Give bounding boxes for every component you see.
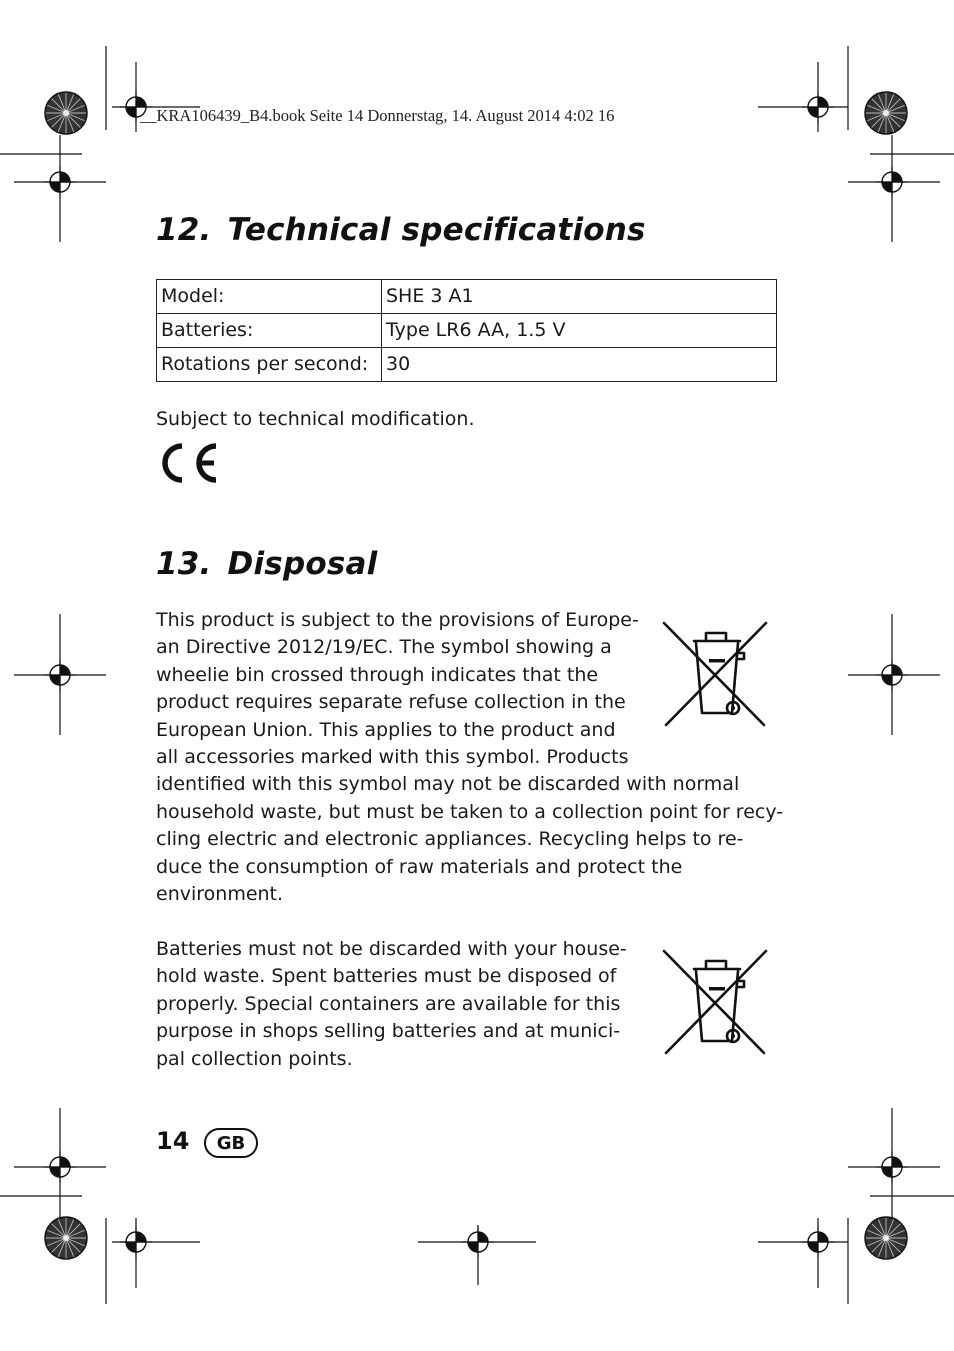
- text-line: purpose in shops selling batteries and at munici-: [156, 1020, 621, 1043]
- ce-mark-icon: [156, 440, 220, 486]
- text-line: identified with this symbol may not be discarded with normal: [156, 773, 740, 796]
- registration-crosshair-icon: [462, 1226, 494, 1258]
- text-line: an Directive 2012/19/EC. The symbol showing a: [156, 636, 612, 659]
- text-line: environment.: [156, 883, 284, 906]
- registration-crosshair-icon: [802, 1226, 834, 1258]
- text-line: household waste, but must be taken to a collection point for recy-: [156, 800, 784, 823]
- text-line: This product is subject to the provisions of Europe-: [156, 609, 639, 631]
- text-line: wheelie bin crossed through indicates that the: [156, 663, 599, 686]
- starburst-target-icon: [865, 92, 907, 134]
- spec-value: 30: [382, 348, 777, 382]
- section-heading-technical-specifications: [156, 212, 646, 248]
- table-row: [157, 280, 777, 314]
- crossed-wheelie-bin-icon: [660, 947, 770, 1057]
- registration-crosshair-icon: [120, 1226, 152, 1258]
- spec-value: Type LR6 AA, 1.5 V: [382, 314, 777, 348]
- country-badge: GB: [204, 1128, 258, 1158]
- text-line: duce the consumption of raw materials and protect the: [156, 855, 683, 878]
- spec-key: Rotations per second:: [157, 348, 382, 382]
- registration-crosshair-icon: [44, 1151, 76, 1183]
- section-title: Technical specifications: [227, 212, 646, 248]
- table-row: [157, 348, 777, 382]
- registration-crosshair-icon: [876, 1151, 908, 1183]
- registration-crosshair-icon: [876, 659, 908, 691]
- registration-crosshair-icon: [44, 659, 76, 691]
- section-number: 13.: [156, 546, 212, 582]
- spec-key: Batteries:: [157, 314, 382, 348]
- text-line: hold waste. Spent batteries must be disposed of: [156, 965, 617, 988]
- specifications-table: [156, 279, 777, 382]
- print-header: __KRA106439_B4.book Seite 14 Donnerstag, 14. August 2014 4:02 16: [140, 106, 615, 125]
- spec-key: Model:: [157, 280, 382, 314]
- modification-note: Subject to technical modification.: [156, 408, 475, 430]
- starburst-target-icon: [45, 1217, 87, 1259]
- text-line: all accessories marked with this symbol. Products: [156, 746, 629, 769]
- text-line: pal collection points.: [156, 1047, 353, 1070]
- spec-value: SHE 3 A1: [382, 280, 777, 314]
- text-line: Batteries must not be discarded with your house-: [156, 938, 627, 960]
- section-heading-disposal: [156, 546, 377, 582]
- registration-crosshair-icon: [802, 91, 834, 123]
- text-line: product requires separate refuse collection in the: [156, 691, 626, 714]
- registration-crosshair-icon: [876, 166, 908, 198]
- starburst-target-icon: [45, 92, 87, 134]
- section-number: 12.: [156, 212, 212, 248]
- registration-crosshair-icon: [44, 166, 76, 198]
- text-line: cling electric and electronic appliances. Recycling helps to re-: [156, 828, 744, 851]
- page-number: 14: [156, 1127, 190, 1155]
- starburst-target-icon: [865, 1217, 907, 1259]
- crossed-wheelie-bin-icon: [660, 619, 770, 729]
- batteries-paragraph: [156, 936, 627, 1073]
- text-line: properly. Special containers are available for this: [156, 992, 621, 1015]
- table-row: [157, 314, 777, 348]
- text-line: European Union. This applies to the product and: [156, 718, 616, 741]
- section-title: Disposal: [227, 546, 378, 582]
